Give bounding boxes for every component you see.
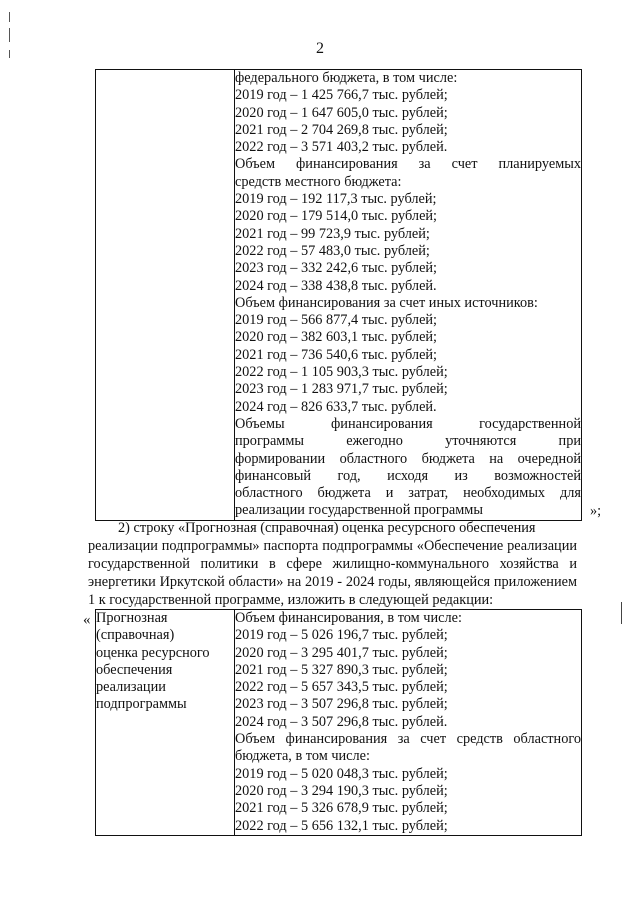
amendment-paragraph xyxy=(88,519,577,609)
text-line: финансовый год, исходя из возможностей xyxy=(235,467,581,484)
text-line: Объем финансирования, в том числе: xyxy=(235,610,462,626)
text-line: Объем финансирования за счет средств областного xyxy=(235,731,581,748)
text-line: 2022 год – 3 571 403,2 тыс. рублей. xyxy=(235,139,448,156)
scan-mark xyxy=(621,602,622,624)
text-line: программы ежегодно уточняются при xyxy=(235,433,581,450)
text-line: федерального бюджета, в том числе: xyxy=(235,70,458,86)
text-line: 2024 год – 338 438,8 тыс. рублей. xyxy=(235,277,437,294)
text-line: 2021 год – 2 704 269,8 тыс. рублей; xyxy=(235,121,448,138)
text-line: оценка ресурсного xyxy=(96,644,210,661)
paragraph-line: государственной политики в сфере жилищно-коммунального хозяйства и xyxy=(88,556,577,572)
text-line: 2024 год – 3 507 296,8 тыс. рублей. xyxy=(235,713,448,730)
text-line: реализации xyxy=(96,679,166,696)
table-left-cell-empty xyxy=(96,70,235,521)
text-line: обеспечения xyxy=(96,661,173,678)
text-line: 2019 год – 566 877,4 тыс. рублей; xyxy=(235,312,438,329)
resources-table-new xyxy=(95,609,582,836)
text-line: Объем финансирования за счет планируемых xyxy=(235,156,581,173)
text-line: 2019 год – 1 425 766,7 тыс. рублей; xyxy=(235,87,448,104)
closing-quote: »; xyxy=(590,503,602,519)
text-line: бюджета, в том числе: xyxy=(235,748,370,765)
text-line: 2024 год – 826 633,7 тыс. рублей. xyxy=(235,398,437,415)
text-line: 2022 год – 5 657 343,5 тыс. рублей; xyxy=(235,679,448,696)
text-line: 2022 год – 57 483,0 тыс. рублей; xyxy=(235,242,430,259)
text-line: формировании областного бюджета на очередной xyxy=(235,450,581,467)
text-line: подпрограммы xyxy=(96,696,187,713)
text-line: 2023 год – 1 283 971,7 тыс. рублей; xyxy=(235,381,448,398)
text-line: 2019 год – 192 117,3 тыс. рублей; xyxy=(235,191,437,208)
text-line: Объемы финансирования государственной xyxy=(235,415,581,432)
text-line: 2021 год – 5 326 678,9 тыс. рублей; xyxy=(235,800,448,817)
table-text-block xyxy=(235,610,581,835)
resources-table-continuation xyxy=(95,69,582,521)
text-line: областного бюджета и затрат, необходимых для xyxy=(235,485,581,502)
text-line: (справочная) xyxy=(96,627,175,644)
text-line: 2020 год – 3 294 190,3 тыс. рублей; xyxy=(235,782,448,799)
text-line: 2023 год – 3 507 296,8 тыс. рублей; xyxy=(235,696,448,713)
page-number: 2 xyxy=(316,40,324,57)
text-line: 2021 год – 99 723,9 тыс. рублей; xyxy=(235,225,430,242)
table-row-label xyxy=(96,610,235,836)
text-line: 2020 год – 179 514,0 тыс. рублей; xyxy=(235,208,438,225)
text-line: Объем финансирования за счет иных источников: xyxy=(235,294,538,311)
text-line: 2023 год – 332 242,6 тыс. рублей; xyxy=(235,260,438,277)
text-line: 2021 год – 5 327 890,3 тыс. рублей; xyxy=(235,661,448,678)
text-line: средств местного бюджета: xyxy=(235,173,402,190)
text-line: реализации государственной программы xyxy=(235,502,483,519)
table-right-cell xyxy=(235,610,582,836)
opening-quote: « xyxy=(83,612,91,628)
text-line: 2019 год – 5 026 196,7 тыс. рублей; xyxy=(235,627,448,644)
text-line: 2022 год – 5 656 132,1 тыс. рублей; xyxy=(235,817,448,834)
scan-mark xyxy=(9,12,10,22)
paragraph-line: 2) строку «Прогнозная (справочная) оценка ресурсного обеспечения xyxy=(118,520,536,536)
table-label-block xyxy=(96,610,234,714)
text-line: 2021 год – 736 540,6 тыс. рублей; xyxy=(235,346,438,363)
text-line: 2019 год – 5 020 048,3 тыс. рублей; xyxy=(235,765,448,782)
text-line: 2022 год – 1 105 903,3 тыс. рублей; xyxy=(235,364,448,381)
paragraph-line: 1 к государственной программе, изложить в следующей редакции: xyxy=(88,592,494,608)
text-line: 2020 год – 1 647 605,0 тыс. рублей; xyxy=(235,104,448,121)
paragraph-line: реализации подпрограммы» паспорта подпрограммы «Обеспечение реализации xyxy=(88,538,577,554)
table-right-cell xyxy=(235,70,582,521)
text-line: 2020 год – 3 295 401,7 тыс. рублей; xyxy=(235,644,448,661)
paragraph-line: энергетики Иркутской области» на 2019 - 2024 годы, являющейся приложением xyxy=(88,574,577,590)
text-line: 2020 год – 382 603,1 тыс. рублей; xyxy=(235,329,438,346)
text-line: Прогнозная xyxy=(96,610,168,626)
table-text-block xyxy=(235,70,581,520)
